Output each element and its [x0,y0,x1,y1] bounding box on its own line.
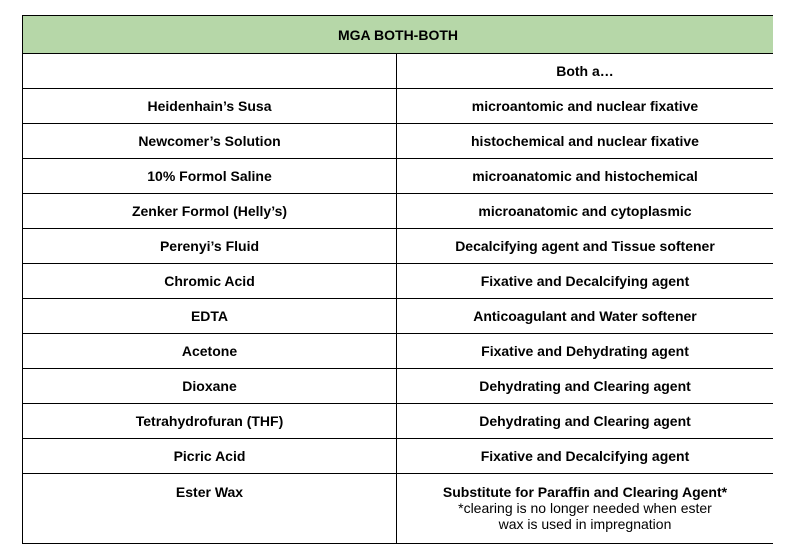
table-row [23,124,774,159]
function-text: Substitute for Paraffin and Clearing Agent* [442,484,728,500]
table-row [23,439,774,474]
substance-cell: Tetrahydrofuran (THF) [23,404,397,439]
substance-cell: 10% Formol Saline [23,159,397,194]
table-row [23,369,774,404]
function-cell: histochemical and nuclear fixative [397,124,774,159]
function-cell: microanatomic and histochemical [397,159,774,194]
table-container [22,15,773,551]
substance-cell: Chromic Acid [23,264,397,299]
function-cell [397,474,774,544]
substance-cell: Ester Wax [23,474,397,544]
substance-cell: Zenker Formol (Helly’s) [23,194,397,229]
table-row [23,194,774,229]
header-row [23,54,774,89]
table-row [23,334,774,369]
table-row [23,404,774,439]
footnote-line: wax is used in impregnation [498,516,672,532]
substance-cell: Acetone [23,334,397,369]
table-title: MGA BOTH-BOTH [23,16,774,54]
function-cell: Fixative and Decalcifying agent [397,264,774,299]
table-row [23,229,774,264]
function-cell: Dehydrating and Clearing agent [397,404,774,439]
substance-cell: Heidenhain’s Susa [23,89,397,124]
function-cell: Anticoagulant and Water softener [397,299,774,334]
substance-cell: Picric Acid [23,439,397,474]
function-cell: microanatomic and cytoplasmic [397,194,774,229]
table-row [23,159,774,194]
table-row [23,474,774,544]
function-cell: Fixative and Decalcifying agent [397,439,774,474]
title-row [23,16,774,54]
function-cell: Fixative and Dehydrating agent [397,334,774,369]
function-cell: microantomic and nuclear fixative [397,89,774,124]
substance-cell: Perenyi’s Fluid [23,229,397,264]
header-left-cell [23,54,397,89]
table-row [23,299,774,334]
substance-cell: EDTA [23,299,397,334]
substance-cell: Newcomer’s Solution [23,124,397,159]
header-right-cell: Both a… [397,54,774,89]
table-row [23,89,774,124]
both-both-table [22,15,773,544]
table-row [23,264,774,299]
function-cell: Decalcifying agent and Tissue softener [397,229,774,264]
substance-cell: Dioxane [23,369,397,404]
footnote-line: *clearing is no longer needed when ester [458,500,712,516]
function-cell: Dehydrating and Clearing agent [397,369,774,404]
